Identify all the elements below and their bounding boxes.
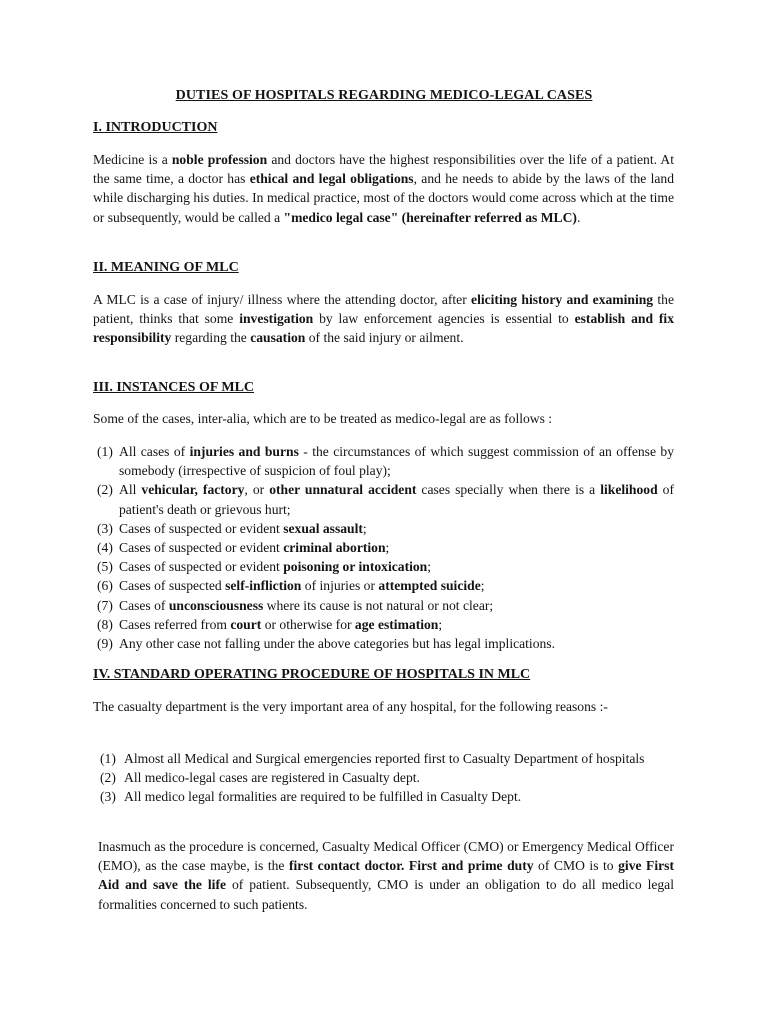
text-run: All medico-legal cases are registered in Casualty dept. [124, 770, 420, 786]
list-item [93, 615, 674, 634]
bold-phrase: sexual assault [283, 520, 363, 536]
text-run: . [576, 209, 581, 225]
instances-list [93, 442, 674, 653]
list-item-number: (2) [97, 482, 113, 498]
text-run: Cases of suspected [119, 578, 226, 594]
list-item [93, 538, 674, 557]
bold-phrase: noble profession [171, 152, 268, 167]
text-run: and doctors have the highest responsibilities over the life of a patient. At the same time, a doctor has [93, 152, 675, 187]
bold-phrase: eliciting history and examining [471, 292, 654, 307]
bold-phrase: criminal abortion [283, 540, 386, 556]
text-run: , and he needs to abide by the laws of the land while discharging his duties. In medical practice, most of the doctors would come across which at the time or subsequently, would be called a [93, 171, 675, 225]
text-run: regarding the [171, 330, 251, 346]
list-item [100, 787, 674, 806]
list-item-number: (8) [97, 616, 113, 632]
text-run: of patient. Subsequently, CMO is under an obligation to do all medico legal formalities concerned to such patients. [98, 877, 674, 912]
text-run: All cases of [119, 444, 190, 459]
list-item [93, 519, 674, 538]
bold-phrase: unconsciousness [168, 597, 264, 613]
bold-phrase: other unnatural accident [269, 482, 417, 498]
bold-phrase: first contact doctor. First and prime duty [289, 858, 534, 874]
text-run: Cases of suspected or evident [119, 520, 284, 536]
list-item [93, 634, 674, 653]
bold-phrase: investigation [239, 311, 314, 327]
list-item [93, 557, 674, 576]
bold-phrase: age estimation [354, 616, 439, 632]
sop-reasons-list [100, 749, 674, 807]
text-run: by law enforcement agencies is essential to [313, 311, 575, 327]
text-run: of patient's death or grievous hurt; [119, 482, 674, 517]
text-run: Inasmuch as the procedure is concerned, Casualty Medical Officer (CMO) or Emergency Medical Officer (EMO), as the case maybe, is the [98, 839, 674, 874]
text-run: All medico legal formalities are required to be fulfilled in Casualty Dept. [124, 789, 522, 805]
section-heading-instances: III. INSTANCES OF MLC [93, 380, 255, 395]
text-run: of the said injury or ailment. [305, 330, 464, 346]
text-run: ; [362, 520, 367, 536]
list-item-number: (4) [97, 540, 113, 556]
list-item-number: (5) [97, 559, 113, 575]
list-item [93, 480, 674, 518]
list-item-number: (9) [97, 636, 113, 652]
list-item-number: (2) [100, 770, 116, 786]
list-item-number: (6) [97, 578, 113, 594]
text-run: or otherwise for [261, 616, 355, 632]
bold-phrase: attempted suicide [378, 578, 481, 594]
text-run: of injuries or [301, 578, 379, 594]
text-run: All [119, 482, 142, 498]
list-item [93, 596, 674, 615]
bold-phrase: ethical and legal obligations [249, 171, 414, 187]
text-run: ; [438, 616, 443, 632]
list-item-number: (1) [97, 444, 113, 459]
text-run: , or [244, 482, 270, 498]
list-item [100, 768, 674, 787]
document-title: DUTIES OF HOSPITALS REGARDING MEDICO-LEGAL CASES [175, 88, 593, 103]
list-item [93, 576, 674, 595]
bold-phrase: injuries and burns [189, 444, 299, 459]
bold-phrase: give First Aid and save the life [98, 858, 674, 893]
section-heading-meaning: II. MEANING OF MLC [93, 260, 239, 275]
section-heading-introduction: I. INTRODUCTION [93, 120, 218, 135]
text-run: Cases of suspected or evident [119, 559, 284, 575]
meaning-paragraph [93, 290, 674, 348]
sop-closing-paragraph [98, 837, 674, 914]
bold-phrase: court [230, 616, 262, 632]
section-heading-sop: IV. STANDARD OPERATING PROCEDURE OF HOSPITALS IN MLC [93, 667, 531, 682]
text-run: of CMO is to [533, 858, 619, 874]
bold-phrase: establish and fix responsibility [93, 311, 674, 346]
text-run: Cases of suspected or evident [119, 540, 284, 556]
bold-phrase: likelihood [600, 482, 658, 498]
instances-intro: Some of the cases, inter-alia, which are to be treated as medico-legal are as follows : [93, 411, 553, 426]
text-run: A MLC is a case of injury/ illness where the attending doctor, after [93, 292, 472, 307]
text-run: Cases referred from [119, 616, 231, 632]
bold-phrase: vehicular, factory [141, 482, 245, 498]
sop-intro: The casualty department is the very important area of any hospital, for the following reasons :- [93, 699, 608, 714]
text-run: ; [480, 578, 485, 594]
text-run: ; [427, 559, 432, 575]
list-item-number: (3) [97, 520, 113, 536]
text-run: the patient, thinks that some [93, 292, 674, 327]
list-item [93, 442, 674, 480]
text-run: Almost all Medical and Surgical emergencies reported first to Casualty Department of hospitals [124, 751, 645, 766]
bold-phrase: poisoning or intoxication [283, 559, 428, 575]
bold-phrase: causation [250, 330, 306, 346]
list-item-number: (7) [97, 597, 113, 613]
text-run: - the circumstances of which suggest commission of an offense by somebody (irrespective of suspicion of foul play); [119, 444, 674, 479]
text-run: Cases of [119, 597, 169, 613]
text-run: where its cause is not natural or not clear; [263, 597, 494, 613]
text-run: ; [385, 540, 390, 556]
bold-phrase: "medico legal case" (hereinafter referred as MLC) [283, 209, 577, 225]
list-item-number: (3) [100, 789, 116, 805]
list-item-number: (1) [100, 751, 116, 766]
text-run: Medicine is a [93, 152, 172, 167]
introduction-paragraph [93, 150, 674, 227]
text-run: Any other case not falling under the above categories but has legal implications. [119, 636, 555, 652]
text-run: cases specially when there is a [416, 482, 601, 498]
list-item [100, 749, 674, 768]
bold-phrase: self-infliction [225, 578, 302, 594]
